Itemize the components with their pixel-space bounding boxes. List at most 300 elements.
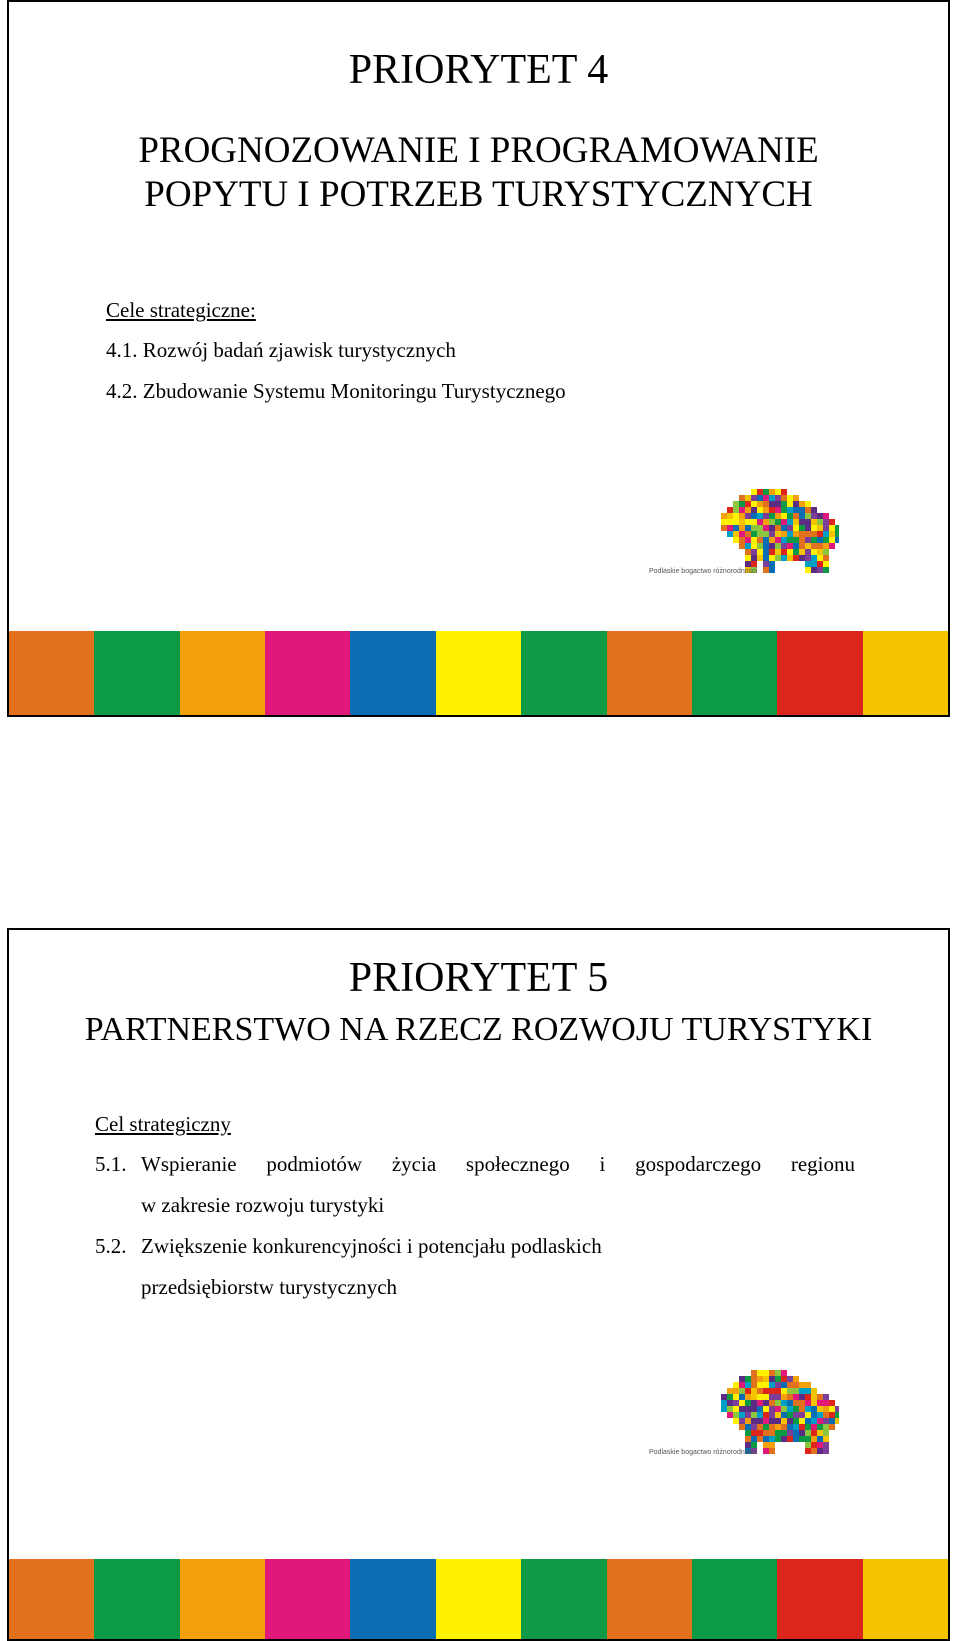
- mosaic-tile: [733, 531, 739, 537]
- mosaic-tile: [769, 1406, 775, 1412]
- mosaic-tile: [763, 1370, 769, 1376]
- stripe: [94, 1559, 179, 1639]
- mosaic-tile: [757, 507, 763, 513]
- mosaic-tile: [805, 1424, 811, 1430]
- mosaic-tile: [751, 1394, 757, 1400]
- mosaic-tile: [781, 1370, 787, 1376]
- mosaic-tile: [775, 1412, 781, 1418]
- mosaic-tile: [799, 1430, 805, 1436]
- slide-title: PRIORYTET 5: [348, 955, 609, 1001]
- mosaic-tile: [751, 1370, 757, 1376]
- mosaic-tile: [769, 1370, 775, 1376]
- mosaic-tile: [775, 1424, 781, 1430]
- mosaic-tile: [835, 537, 839, 543]
- mosaic-tile: [763, 1406, 769, 1412]
- mosaic-tile: [763, 1448, 769, 1454]
- mosaic-tile: [763, 543, 769, 549]
- mosaic-tile: [793, 1412, 799, 1418]
- mosaic-tile: [775, 1400, 781, 1406]
- mosaic-tile: [763, 1388, 769, 1394]
- mosaic-tile: [817, 1418, 823, 1424]
- stripe: [777, 1559, 862, 1639]
- mosaic-tile: [811, 1406, 817, 1412]
- logo-caption: Podlaskie bogactwo różnorodności: [649, 1449, 758, 1456]
- mosaic-tile: [811, 537, 817, 543]
- mosaic-tile: [787, 519, 793, 525]
- mosaic-tile: [787, 1430, 793, 1436]
- stripe: [9, 1559, 94, 1639]
- mosaic-tile: [775, 1430, 781, 1436]
- mosaic-tile: [769, 543, 775, 549]
- mosaic-tile: [805, 561, 811, 567]
- mosaic-tile: [811, 543, 817, 549]
- mosaic-tile: [811, 531, 817, 537]
- mosaic-tile: [769, 1400, 775, 1406]
- mosaic-tile: [781, 531, 787, 537]
- mosaic-tile: [727, 531, 733, 537]
- mosaic-tile: [805, 1388, 811, 1394]
- mosaic-tile: [793, 1400, 799, 1406]
- mosaic-tile: [805, 1412, 811, 1418]
- mosaic-tile: [805, 1448, 811, 1454]
- mosaic-tile: [811, 1448, 817, 1454]
- mosaic-tile: [751, 519, 757, 525]
- mosaic-tile: [763, 1412, 769, 1418]
- mosaic-tile: [811, 1400, 817, 1406]
- mosaic-tile: [751, 495, 757, 501]
- mosaic-tile: [745, 555, 751, 561]
- mosaic-tile: [829, 531, 835, 537]
- mosaic-tile: [775, 1370, 781, 1376]
- mosaic-tile: [733, 519, 739, 525]
- mosaic-tile: [721, 519, 727, 525]
- mosaic-tile: [727, 507, 733, 513]
- mosaic-tile: [793, 1436, 799, 1442]
- mosaic-tile: [781, 1388, 787, 1394]
- mosaic-tile: [775, 537, 781, 543]
- mosaic-tile: [793, 519, 799, 525]
- mosaic-tile: [781, 549, 787, 555]
- mosaic-tile: [757, 555, 763, 561]
- mosaic-tile: [745, 519, 751, 525]
- mosaic-tile: [739, 501, 745, 507]
- mosaic-tile: [763, 501, 769, 507]
- mosaic-tile: [739, 1424, 745, 1430]
- mosaic-tile: [823, 1400, 829, 1406]
- mosaic-tile: [739, 1412, 745, 1418]
- mosaic-tile: [817, 537, 823, 543]
- mosaic-tile: [817, 1448, 823, 1454]
- mosaic-tile: [811, 507, 817, 513]
- mosaic-tile: [811, 1430, 817, 1436]
- mosaic-tile: [835, 1418, 839, 1424]
- mosaic-tile: [781, 537, 787, 543]
- mosaic-tile: [721, 1394, 727, 1400]
- mosaic-tile: [757, 1436, 763, 1442]
- mosaic-tile: [751, 507, 757, 513]
- mosaic-tile: [787, 1382, 793, 1388]
- mosaic-tile: [775, 525, 781, 531]
- mosaic-tile: [763, 549, 769, 555]
- mosaic-tile: [727, 1394, 733, 1400]
- mosaic-tile: [727, 1400, 733, 1406]
- mosaic-tile: [817, 513, 823, 519]
- mosaic-tile: [781, 1382, 787, 1388]
- mosaic-tile: [787, 1424, 793, 1430]
- mosaic-tile: [829, 537, 835, 543]
- mosaic-tile: [799, 1400, 805, 1406]
- mosaic-tile: [787, 1406, 793, 1412]
- mosaic-tile: [775, 555, 781, 561]
- mosaic-tile: [823, 1442, 829, 1448]
- mosaic-tile: [727, 1412, 733, 1418]
- stripe: [777, 631, 862, 715]
- mosaic-tile: [811, 513, 817, 519]
- mosaic-tile: [745, 1412, 751, 1418]
- mosaic-tile: [799, 1436, 805, 1442]
- stripe: [265, 1559, 350, 1639]
- mosaic-tile: [739, 495, 745, 501]
- mosaic-tile: [721, 525, 727, 531]
- goal-text: Wspieranie podmiotów życia społecznego i gospodarczego regionu: [141, 1152, 855, 1176]
- stripe: [350, 631, 435, 715]
- mosaic-tile: [769, 1442, 775, 1448]
- mosaic-tile: [811, 567, 817, 573]
- mosaic-tile: [787, 1394, 793, 1400]
- mosaic-tile: [811, 1424, 817, 1430]
- mosaic-tile: [769, 519, 775, 525]
- mosaic-tile: [805, 507, 811, 513]
- goal-text: Zwiększenie konkurencyjności i potencjału podlaskich: [141, 1234, 602, 1258]
- mosaic-tile: [805, 1406, 811, 1412]
- stripe: [692, 631, 777, 715]
- stripe: [94, 631, 179, 715]
- mosaic-tile: [799, 537, 805, 543]
- mosaic-tile: [751, 1430, 757, 1436]
- mosaic-tile: [733, 1382, 739, 1388]
- mosaic-tile: [745, 1424, 751, 1430]
- mosaic-tile: [829, 1400, 835, 1406]
- mosaic-tile: [751, 555, 757, 561]
- mosaic-tile: [817, 1412, 823, 1418]
- mosaic-tile: [769, 513, 775, 519]
- mosaic-tile: [763, 1442, 769, 1448]
- mosaic-tile: [745, 1442, 751, 1448]
- mosaic-tile: [769, 1376, 775, 1382]
- mosaic-tile: [817, 1430, 823, 1436]
- mosaic-tile: [823, 537, 829, 543]
- mosaic-tile: [751, 1442, 757, 1448]
- mosaic-tile: [781, 1406, 787, 1412]
- mosaic-tile: [799, 513, 805, 519]
- mosaic-tile: [781, 1424, 787, 1430]
- logo-caption: Podlaskie bogactwo różnorodności: [649, 568, 758, 575]
- mosaic-tile: [757, 1394, 763, 1400]
- mosaic-tile: [763, 561, 769, 567]
- subtitle-line: PARTNERSTWO NA RZECZ ROZWOJU TURYSTYKI: [84, 1011, 873, 1048]
- mosaic-tile: [745, 549, 751, 555]
- mosaic-tile: [817, 555, 823, 561]
- mosaic-tile: [817, 1442, 823, 1448]
- mosaic-tile: [769, 1448, 775, 1454]
- mosaic-tile: [805, 543, 811, 549]
- mosaic-tile: [811, 1388, 817, 1394]
- mosaic-tile: [811, 1418, 817, 1424]
- mosaic-tile: [745, 561, 751, 567]
- mosaic-tile: [751, 525, 757, 531]
- mosaic-tile: [769, 537, 775, 543]
- goal-text-continued: w zakresie rozwoju turystyki: [141, 1193, 385, 1217]
- mosaic-tile: [763, 519, 769, 525]
- stripe: [521, 631, 606, 715]
- mosaic-tile: [769, 1382, 775, 1388]
- mosaic-tile: [823, 555, 829, 561]
- mosaic-tile: [799, 555, 805, 561]
- mosaic-tile: [805, 519, 811, 525]
- subtitle-line: POPYTU I POTRZEB TURYSTYCZNYCH: [144, 174, 813, 215]
- mosaic-tile: [775, 549, 781, 555]
- mosaic-tile: [751, 1424, 757, 1430]
- mosaic-tile: [733, 1412, 739, 1418]
- mosaic-tile: [799, 549, 805, 555]
- mosaic-tile: [757, 1388, 763, 1394]
- mosaic-tile: [769, 555, 775, 561]
- mosaic-tile: [817, 1394, 823, 1400]
- mosaic-tile: [739, 1418, 745, 1424]
- stripe: [265, 631, 350, 715]
- mosaic-tile: [751, 531, 757, 537]
- mosaic-tile: [775, 1394, 781, 1400]
- mosaic-tile: [823, 1448, 829, 1454]
- mosaic-tile: [805, 525, 811, 531]
- mosaic-tile: [805, 549, 811, 555]
- bison-mosaic-icon: [639, 1368, 839, 1468]
- mosaic-tile: [793, 495, 799, 501]
- mosaic-tile: [781, 1412, 787, 1418]
- mosaic-tile: [745, 537, 751, 543]
- mosaic-tile: [739, 519, 745, 525]
- mosaic-tile: [823, 1412, 829, 1418]
- mosaic-tile: [763, 513, 769, 519]
- mosaic-tile: [739, 513, 745, 519]
- mosaic-tile: [763, 1436, 769, 1442]
- mosaic-tile: [763, 531, 769, 537]
- mosaic-tile: [745, 1418, 751, 1424]
- mosaic-tile: [751, 561, 757, 567]
- slide-subtitle: [9, 1008, 948, 1052]
- mosaic-tile: [751, 489, 757, 495]
- mosaic-tile: [745, 495, 751, 501]
- mosaic-tile: [805, 1394, 811, 1400]
- mosaic-tile: [739, 1382, 745, 1388]
- mosaic-tile: [823, 561, 829, 567]
- stripe: [863, 1559, 948, 1639]
- mosaic-tile: [805, 1382, 811, 1388]
- mosaic-tile: [799, 1412, 805, 1418]
- mosaic-tile: [805, 567, 811, 573]
- mosaic-tile: [823, 513, 829, 519]
- mosaic-tile: [745, 1430, 751, 1436]
- mosaic-tile: [745, 501, 751, 507]
- mosaic-tile: [811, 1412, 817, 1418]
- mosaic-tile: [787, 549, 793, 555]
- mosaic-tile: [793, 525, 799, 531]
- mosaic-tile: [787, 1436, 793, 1442]
- mosaic-tile: [763, 1394, 769, 1400]
- mosaic-tile: [793, 543, 799, 549]
- mosaic-tile: [805, 1442, 811, 1448]
- mosaic-tile: [793, 537, 799, 543]
- mosaic-tile: [775, 1376, 781, 1382]
- mosaic-tile: [757, 1382, 763, 1388]
- mosaic-tile: [733, 1400, 739, 1406]
- color-stripes: [9, 631, 948, 715]
- mosaic-tile: [799, 1424, 805, 1430]
- mosaic-tile: [781, 1418, 787, 1424]
- mosaic-tile: [799, 525, 805, 531]
- mosaic-tile: [817, 519, 823, 525]
- mosaic-tile: [745, 507, 751, 513]
- mosaic-tile: [793, 549, 799, 555]
- mosaic-tile: [775, 543, 781, 549]
- mosaic-tile: [733, 1418, 739, 1424]
- mosaic-tile: [817, 525, 823, 531]
- stripe: [436, 1559, 521, 1639]
- mosaic-tile: [745, 513, 751, 519]
- mosaic-tile: [763, 495, 769, 501]
- mosaic-tile: [787, 1418, 793, 1424]
- mosaic-tile: [799, 501, 805, 507]
- mosaic-tile: [787, 525, 793, 531]
- mosaic-tile: [733, 1394, 739, 1400]
- mosaic-tile: [745, 1376, 751, 1382]
- mosaic-tile: [727, 513, 733, 519]
- mosaic-tile: [787, 555, 793, 561]
- mosaic-tile: [805, 531, 811, 537]
- mosaic-tile: [757, 537, 763, 543]
- mosaic-tile: [829, 519, 835, 525]
- mosaic-tile: [769, 501, 775, 507]
- mosaic-tile: [757, 489, 763, 495]
- mosaic-tile: [763, 567, 769, 573]
- mosaic-tile: [823, 549, 829, 555]
- goal-number: 5.1.: [95, 1152, 127, 1176]
- mosaic-tile: [817, 1400, 823, 1406]
- mosaic-tile: [829, 1424, 835, 1430]
- mosaic-tile: [751, 1388, 757, 1394]
- mosaic-tile: [769, 495, 775, 501]
- mosaic-tile: [757, 1400, 763, 1406]
- mosaic-tile: [751, 537, 757, 543]
- mosaic-tile: [775, 1436, 781, 1442]
- stripe: [436, 631, 521, 715]
- mosaic-tile: [793, 1424, 799, 1430]
- mosaic-tile: [775, 495, 781, 501]
- mosaic-tile: [811, 1436, 817, 1442]
- mosaic-tile: [799, 519, 805, 525]
- mosaic-tile: [757, 531, 763, 537]
- mosaic-tile: [805, 1400, 811, 1406]
- mosaic-tile: [751, 1436, 757, 1442]
- mosaic-tile: [769, 1430, 775, 1436]
- mosaic-tile: [775, 1382, 781, 1388]
- mosaic-tile: [799, 1394, 805, 1400]
- mosaic-tile: [781, 507, 787, 513]
- stripe: [521, 1559, 606, 1639]
- mosaic-tile: [799, 507, 805, 513]
- mosaic-tile: [823, 1406, 829, 1412]
- mosaic-tile: [793, 1394, 799, 1400]
- mosaic-tile: [829, 1418, 835, 1424]
- mosaic-tile: [733, 537, 739, 543]
- mosaic-tile: [745, 1382, 751, 1388]
- stripe: [607, 631, 692, 715]
- mosaic-tile: [751, 1406, 757, 1412]
- mosaic-tile: [793, 531, 799, 537]
- mosaic-tile: [799, 1382, 805, 1388]
- goal-item: [95, 1226, 602, 1308]
- mosaic-tile: [781, 1376, 787, 1382]
- mosaic-tile: [757, 513, 763, 519]
- mosaic-tile: [781, 513, 787, 519]
- mosaic-tile: [799, 1388, 805, 1394]
- mosaic-tile: [775, 507, 781, 513]
- mosaic-tile: [793, 501, 799, 507]
- stripe: [692, 1559, 777, 1639]
- mosaic-tile: [811, 549, 817, 555]
- mosaic-tile: [787, 537, 793, 543]
- mosaic-tile: [739, 525, 745, 531]
- mosaic-tile: [721, 1400, 727, 1406]
- mosaic-tile: [781, 525, 787, 531]
- mosaic-tile: [781, 1430, 787, 1436]
- mosaic-tile: [799, 1418, 805, 1424]
- mosaic-tile: [805, 501, 811, 507]
- mosaic-tile: [727, 525, 733, 531]
- mosaic-tile: [829, 525, 835, 531]
- mosaic-tile: [793, 1376, 799, 1382]
- mosaic-tile: [805, 1430, 811, 1436]
- mosaic-tile: [823, 543, 829, 549]
- mosaic-tile: [781, 1400, 787, 1406]
- mosaic-tile: [763, 1376, 769, 1382]
- mosaic-tile: [757, 1370, 763, 1376]
- mosaic-tile: [739, 1394, 745, 1400]
- mosaic-tile: [775, 489, 781, 495]
- mosaic-tile: [721, 1406, 727, 1412]
- mosaic-tile: [769, 1388, 775, 1394]
- mosaic-tile: [781, 519, 787, 525]
- mosaic-tile: [769, 1394, 775, 1400]
- mosaic-tile: [823, 1418, 829, 1424]
- mosaic-tile: [751, 1400, 757, 1406]
- stripe: [350, 1559, 435, 1639]
- mosaic-tile: [727, 1406, 733, 1412]
- mosaic-tile: [775, 501, 781, 507]
- mosaic-tile: [751, 549, 757, 555]
- mosaic-tile: [739, 537, 745, 543]
- mosaic-tile: [787, 495, 793, 501]
- mosaic-tile: [829, 1406, 835, 1412]
- mosaic-tile: [769, 507, 775, 513]
- mosaic-tile: [769, 561, 775, 567]
- mosaic-tile: [817, 1424, 823, 1430]
- podlaskie-logo: [639, 1368, 839, 1468]
- mosaic-tile: [751, 501, 757, 507]
- mosaic-tile: [781, 543, 787, 549]
- mosaic-tile: [805, 555, 811, 561]
- mosaic-tile: [739, 543, 745, 549]
